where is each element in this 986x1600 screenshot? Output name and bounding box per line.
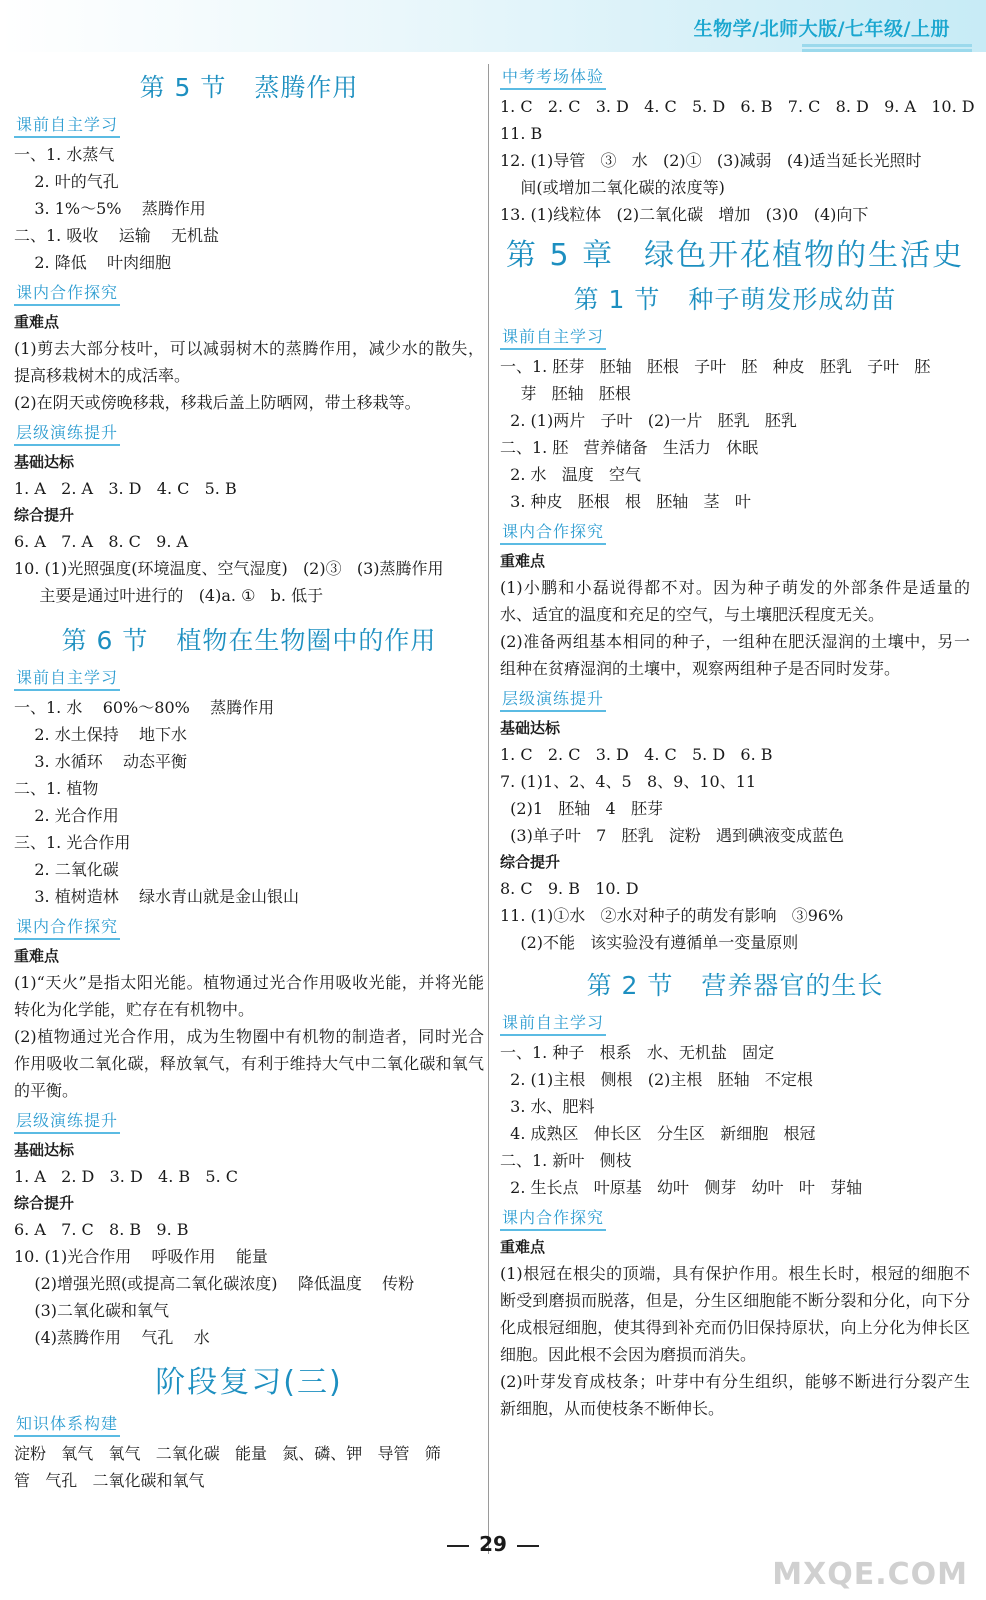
key-points-heading: 重难点 [500,1238,546,1256]
chapter-5-title: 第 5 章 绿色开花植物的生活史 [505,238,965,273]
answer-line: 管 气孔 二氧化碳和氧气 [14,1471,205,1490]
section-5-title: 第 5 节 蒸腾作用 [139,73,359,102]
answer-line: 2. 二氧化碳 [14,860,119,879]
answer-line: 3. 1%～5% 蒸腾作用 [14,199,206,218]
answer-line: 3. 水、肥料 [500,1097,595,1116]
coop-explore-label: 课内合作探究 [500,1205,606,1231]
right-column [500,62,975,1422]
comprehensive-heading: 综合提升 [14,506,75,524]
answer-line: 13. (1)线粒体 (2)二氧化碳 增加 (3)0 (4)向下 [500,205,869,224]
answer-line: 1. C 2. C 3. D 4. C 5. D 6. B [500,745,773,764]
answer-line: 6. A 7. C 8. B 9. B [14,1220,189,1239]
answer-line: (2)增强光照(或提高二氧化碳浓度) 降低温度 传粉 [14,1274,415,1293]
answer-line: (3)二氧化碳和氧气 [14,1301,170,1320]
answer-line: 二、1. 新叶 侧枝 [500,1151,632,1170]
answer-line: 3. 种皮 胚根 根 胚轴 茎 叶 [500,492,751,511]
key-points-heading: 重难点 [14,313,60,331]
answer-line: 10. (1)光照强度(环境温度、空气湿度) (2)③ (3)蒸腾作用 [14,559,444,578]
answer-line: 主要是通过叶进行的 (4)a. ① b. 低于 [14,586,324,605]
answer-paragraph: (2)在阴天或傍晚移栽，移栽后盖上防晒网，带土移栽等。 [14,393,421,412]
answer-line: (2)1 胚轴 4 胚芽 [500,799,663,818]
section-2-title: 第 2 节 营养器官的生长 [586,971,884,1000]
answer-line: 2. 降低 叶肉细胞 [14,253,172,272]
book-title: 生物学/北师大版/七年级/上册 [693,18,950,40]
answer-line: 2. 生长点 叶原基 幼叶 侧芽 幼叶 叶 芽轴 [500,1178,863,1197]
pre-study-label: 课前自主学习 [500,324,606,350]
answer-line: 2. 水 温度 空气 [500,465,642,484]
sec6-pre-list [14,694,484,910]
answer-line: 6. A 7. A 8. C 9. A [14,532,189,551]
basic-heading: 基础达标 [14,1141,75,1159]
answer-line: 2. (1)主根 侧根 (2)主根 胚轴 不定根 [500,1070,813,1089]
comprehensive-heading: 综合提升 [500,853,561,871]
watermark-logo: MXQE.COM [772,1557,968,1592]
answer-line: 3. 植树造林 绿水青山就是金山银山 [14,887,300,906]
pre-study-label: 课前自主学习 [14,665,120,691]
answer-line: 11. B [500,124,543,143]
level-practice-label: 层级演练提升 [14,420,120,446]
coop-explore-label: 课内合作探究 [500,519,606,545]
key-points-heading: 重难点 [500,552,546,570]
answer-line: 2. (1)两片 子叶 (2)一片 胚乳 胚乳 [500,411,797,430]
answer-line: 1. C 2. C 3. D 4. C 5. D 6. B 7. C 8. D 9. A 10. D [500,97,975,116]
answer-line: 1. A 2. A 3. D 4. C 5. B [14,479,237,498]
level-practice-label: 层级演练提升 [14,1108,120,1134]
answer-paragraph: (1)“天火”是指太阳光能。植物通过光合作用吸收光能，并将光能转化为化学能，贮存在有机物中。 [14,973,484,1019]
comprehensive-heading: 综合提升 [14,1194,75,1212]
section-6-title: 第 6 节 植物在生物圈中的作用 [61,626,437,655]
answer-paragraph: (1)根冠在根尖的顶端，具有保护作用。根生长时，根冠的细胞不断受到磨损而脱落，但是，分生区细胞能不断分裂和分化，向下分化成根冠细胞，使其得到补充而仍旧保持原状，向上分化为伸长区细胞。因此根不会因为磨损而消失。 [500,1264,970,1364]
answer-paragraph: (1)小鹏和小磊说得都不对。因为种子萌发的外部条件是适量的水、适宜的温度和充足的空气，与土壤肥沃程度无关。 [500,578,970,624]
key-points-heading: 重难点 [14,947,60,965]
answer-line: (2)不能 该实验没有遵循单一变量原则 [500,933,799,952]
answer-line: 芽 胚轴 胚根 [500,384,631,403]
page-number: 29 [0,1532,986,1556]
answer-line: 间(或增加二氧化碳的浓度等) [500,178,725,197]
pre-study-label: 课前自主学习 [500,1010,606,1036]
answer-line: 三、1. 光合作用 [14,833,131,852]
answer-line: 2. 光合作用 [14,806,119,825]
sec5-pre-list [14,141,484,276]
answer-line: 7. (1)1、2、4、5 8、9、10、11 [500,772,757,791]
answer-line: 12. (1)导管 ③ 水 (2)① (3)减弱 (4)适当延长光照时 [500,151,922,170]
answer-paragraph: (2)植物通过光合作用，成为生物圈中有机物的制造者，同时光合作用吸收二氧化碳，释放氧气，有利于维持大气中二氧化碳和氧气的平衡。 [14,1027,484,1100]
answer-line: 11. (1)①水 ②水对种子的萌发有影响 ③96% [500,906,844,925]
answer-line: 1. A 2. D 3. D 4. B 5. C [14,1167,238,1186]
coop-explore-label: 课内合作探究 [14,914,120,940]
answer-line: 10. (1)光合作用 呼吸作用 能量 [14,1247,268,1266]
answer-line: 二、1. 吸收 运输 无机盐 [14,226,220,245]
answer-line: (4)蒸腾作用 气孔 水 [14,1328,210,1347]
answer-line: 2. 叶的气孔 [14,172,119,191]
basic-heading: 基础达标 [14,453,75,471]
exam-experience-label: 中考考场体验 [500,64,606,90]
level-practice-label: 层级演练提升 [500,686,606,712]
basic-heading: 基础达标 [500,719,561,737]
answer-line: 一、1. 种子 根系 水、无机盐 固定 [500,1043,775,1062]
answer-line: 8. C 9. B 10. D [500,879,639,898]
answer-line: 淀粉 氧气 氧气 二氧化碳 能量 氮、磷、钾 导管 筛 [14,1444,441,1463]
header-stripes [802,44,972,54]
answer-line: 一、1. 胚芽 胚轴 胚根 子叶 胚 种皮 胚乳 子叶 胚 [500,357,931,376]
answer-line: 2. 水土保持 地下水 [14,725,188,744]
answer-line: 二、1. 胚 营养储备 生活力 休眠 [500,438,759,457]
left-column [14,62,484,1494]
answer-paragraph: (2)准备两组基本相同的种子，一组种在肥沃湿润的土壤中，另一组种在贫瘠湿润的土壤中，观察两组种子是否同时发芽。 [500,632,970,678]
answer-line: 二、1. 植物 [14,779,99,798]
answer-line: 3. 水循环 动态平衡 [14,752,188,771]
answer-paragraph: (2)叶芽发育成枝条；叶芽中有分生组织，能够不断进行分裂产生新细胞，从而使枝条不断伸长。 [500,1372,970,1418]
column-divider [488,64,489,1554]
answer-line: 4. 成熟区 伸长区 分生区 新细胞 根冠 [500,1124,816,1143]
section-1-title: 第 1 节 种子萌发形成幼苗 [573,285,897,314]
stage-review-title: 阶段复习(三) [155,1365,343,1400]
knowledge-system-label: 知识体系构建 [14,1411,120,1437]
answer-paragraph: (1)剪去大部分枝叶，可以减弱树木的蒸腾作用，减少水的散失，提高移栽树木的成活率。 [14,339,484,385]
pre-study-label: 课前自主学习 [14,112,120,138]
answer-line: (3)单子叶 7 胚乳 淀粉 遇到碘液变成蓝色 [500,826,845,845]
answer-line: 一、1. 水 60%～80% 蒸腾作用 [14,698,275,717]
coop-explore-label: 课内合作探究 [14,280,120,306]
answer-line: 一、1. 水蒸气 [14,145,115,164]
